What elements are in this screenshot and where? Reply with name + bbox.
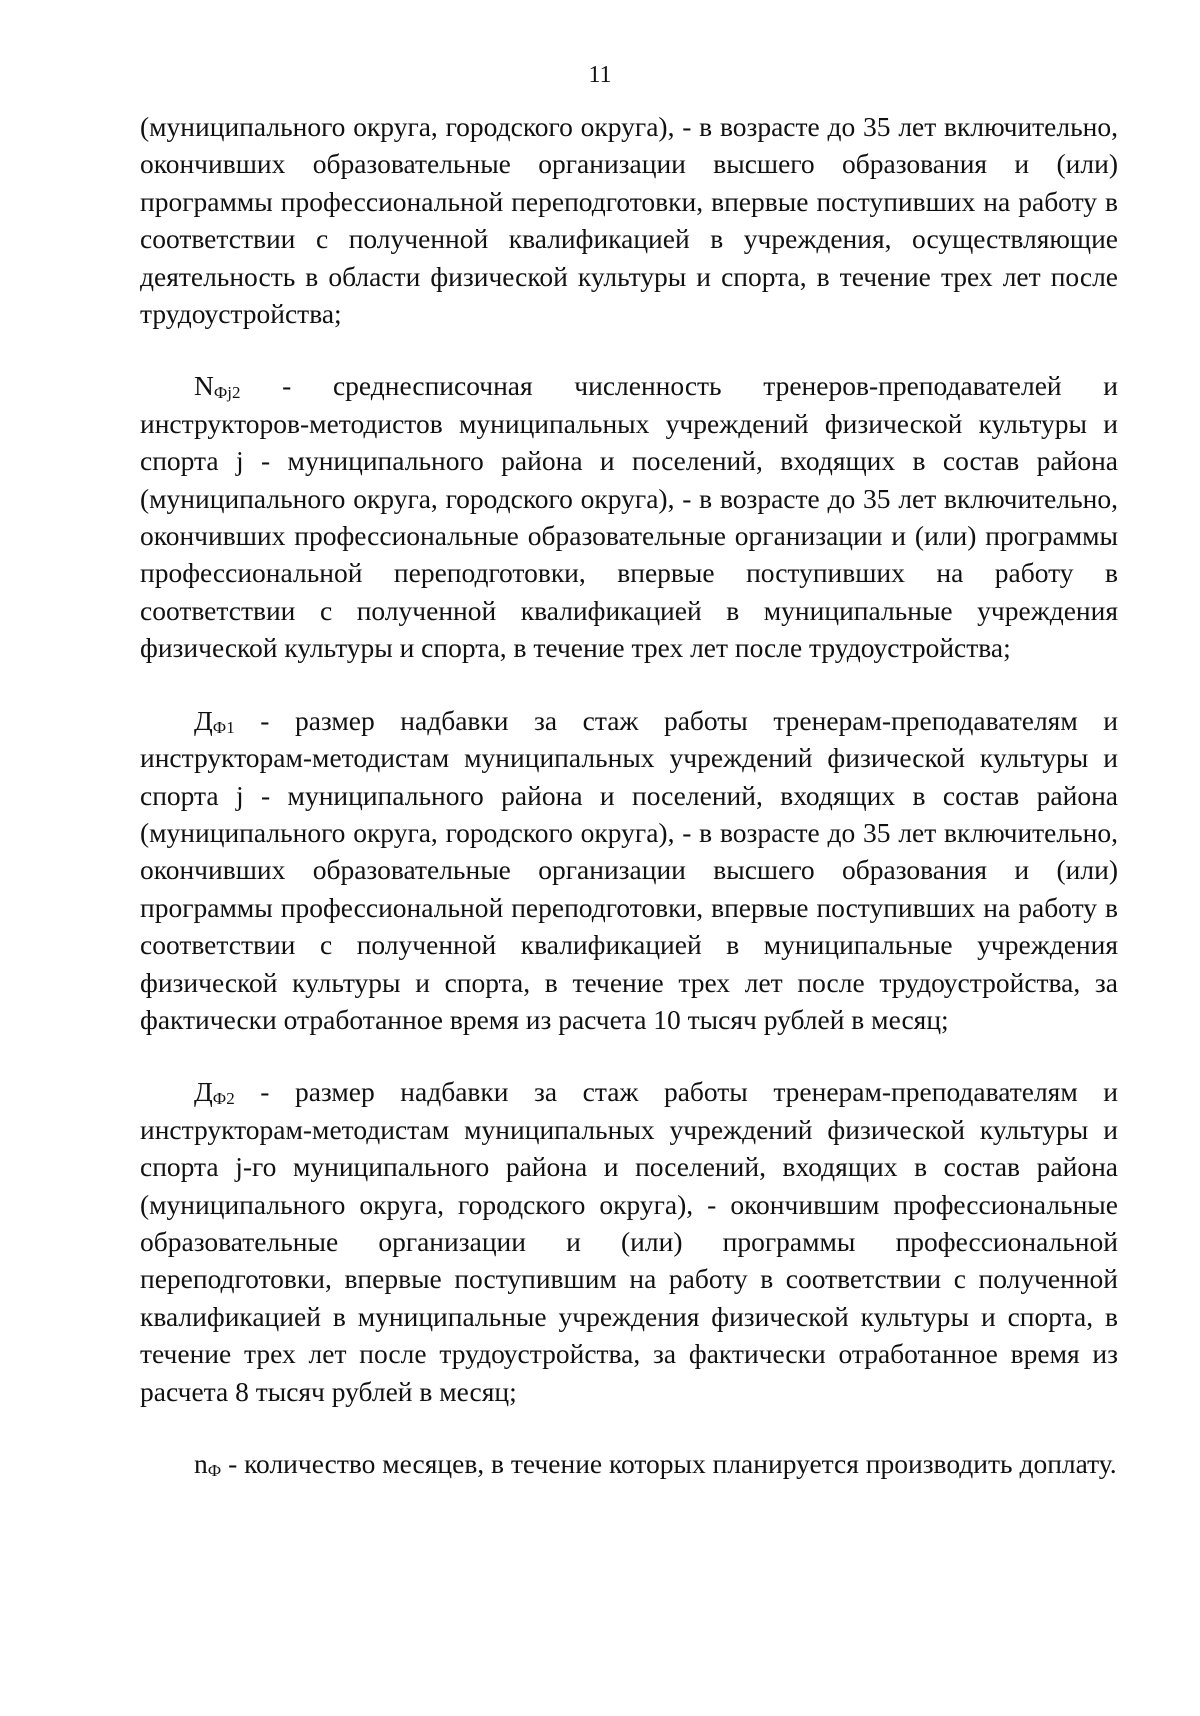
variable-symbol: Д [194, 1076, 213, 1108]
definition-d-f1 [140, 702, 1118, 1039]
definition-n-f [140, 1445, 1118, 1482]
paragraph-continuation [140, 108, 1118, 332]
page-number: 11 [588, 62, 612, 88]
definition-text: - среднесписочная численность тренеров-преподавателей и инструкторов-методистов муниципальных учреждений физической культуры и спорта j - муниципального района и поселений, входящих в состав района (муниципального округа, городского округа), - в возрасте до 35 лет включительно, окончивших профессиональные образовательные организации и (или) программы профессиональной переподготовки, впервые поступивших на работу в соответствии с полученной квалификацией в муниципальные учреждения физической культуры и спорта, в течение трех лет после трудоустройства; [140, 370, 1118, 664]
variable-subscript: Ф1 [212, 717, 235, 737]
definition-text: - количество месяцев, в течение которых планируется производить доплату. [221, 1448, 1117, 1479]
definition-text: - размер надбавки за стаж работы тренерам-преподавателям и инструкторам-методистам муниципальных учреждений физической культуры и спорта j - муниципального района и поселений, входящих в состав района (муниципального округа, городского округа), - в возрасте до 35 лет включительно, окончивших образовательные организации высшего образования и (или) программы профессиональной переподготовки, впервые поступивших на работу в соответствии с полученной квалификацией в муниципальные учреждения физической культуры и спорта, в течение трех лет после трудоустройства, за фактически отработанное время из расчета 10 тысяч рублей в месяц; [140, 704, 1118, 1035]
variable-symbol: N [194, 370, 214, 402]
variable-subscript: Фj2 [213, 383, 241, 403]
variable-symbol: n [194, 1448, 208, 1479]
variable-subscript: Ф2 [212, 1089, 235, 1109]
paragraph-text: (муниципального округа, городского округа), - в возрасте до 35 лет включительно, окончивших образовательные организации высшего образования и (или) программы профессиональной переподготовки, впервые поступивших на работу в соответствии с полученной квалификацией в учреждения, осуществляющие деятельность в области физической культуры и спорта, в течение трех лет после трудоустройства; [140, 111, 1118, 330]
definition-n-fj2 [140, 367, 1118, 666]
document-body [140, 108, 1118, 1482]
definition-d-f2 [140, 1073, 1118, 1410]
variable-symbol: Д [194, 704, 213, 736]
definition-text: - размер надбавки за стаж работы тренерам-преподавателям и инструкторам-методистам муниципальных учреждений физической культуры и спорта j-го муниципального района и поселений, входящих в состав района (муниципального округа, городского округа), - окончившим профессиональные образовательные организации и (или) программы профессиональной переподготовки, впервые поступившим на работу в соответствии с полученной квалификацией в муниципальные учреждения физической культуры и спорта, в течение трех лет после трудоустройства, за фактически отработанное время из расчета 8 тысяч рублей в месяц; [140, 1076, 1118, 1407]
variable-subscript: Ф [207, 1461, 222, 1480]
